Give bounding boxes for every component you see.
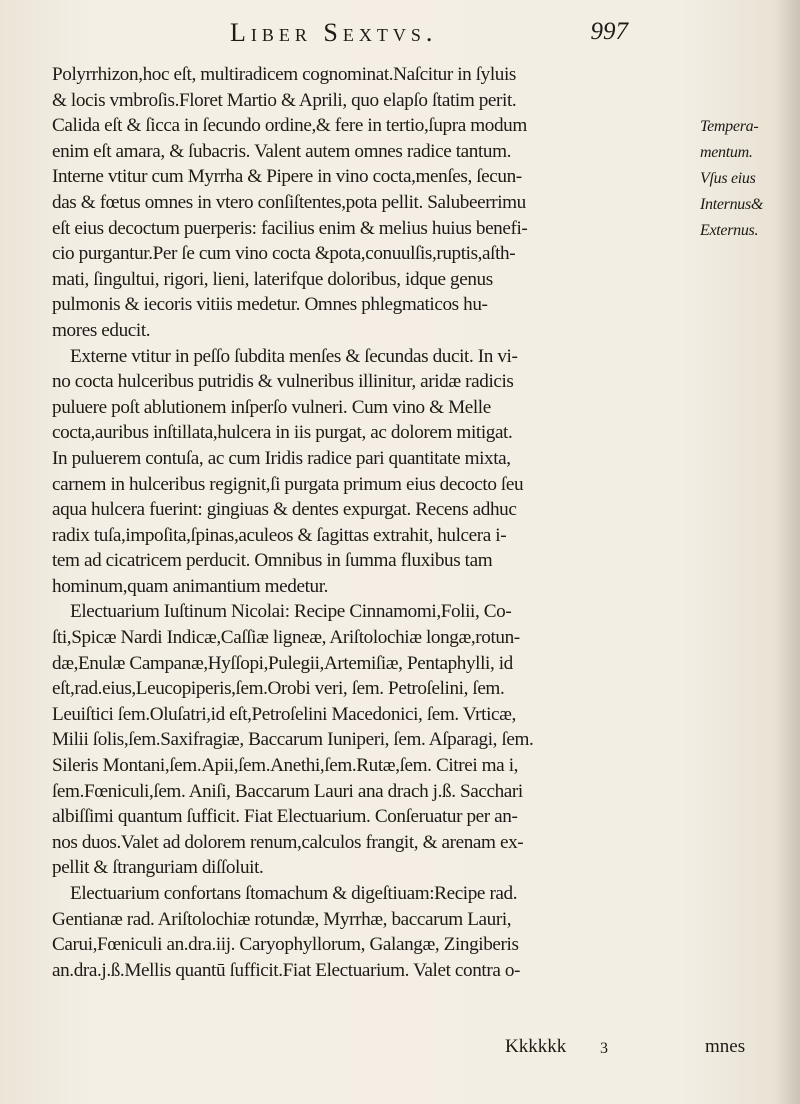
text-line: radix tuſa,impoſita,ſpinas,aculeos & ſagittas extrahit, hulcera i- [52, 524, 507, 546]
text-line: eſt eius decoctum puerperis: facilius enim & melius huius benefi- [52, 217, 528, 239]
text-line: hominum,quam animantium medetur. [52, 575, 329, 597]
text-line: Electuarium confortans ſtomachum & digeſtiuam:Recipe rad. [70, 883, 518, 904]
text-line: enim eſt amara, & ſubacris. Valent autem omnes radice tantum. [52, 140, 512, 162]
text-line: eſt,rad.eius,Leucopiperis,ſem.Orobi veri, ſem. Petroſelini, ſem. [52, 678, 505, 700]
text-line: Calida eſt & ſicca in ſecundo ordine,& fere in tertio,ſupra modum [52, 115, 527, 137]
text-line: Polyrrhizon,hoc eſt, multiradicem cognominat.Naſcitur in ſyluis [52, 64, 516, 85]
text-line: no cocta hulceribus putridis & vulneribus illinitur, aridæ radicis [52, 371, 514, 393]
text-line: & locis vmbroſis.Floret Martio & Aprili, quo elapſo ſtatim perit. [52, 89, 517, 111]
text-line: ſem.Fœniculi,ſem. Aniſi, Baccarum Lauri ana drach j.ß. Sacchari [52, 780, 523, 802]
text-line: an.dra.j.ß.Mellis quantū ſufficit.Fiat Electuarium. Valet contra o- [52, 959, 521, 981]
binding-shadow [774, 0, 800, 1104]
text-line: mores educit. [52, 319, 151, 341]
text-line: nos duos.Valet ad dolorem renum,calculos frangit, & arenam ex- [52, 831, 524, 853]
text-line: Externe vtitur in peſſo ſubdita menſes & ſecundas ducit. In vi- [70, 345, 518, 367]
signature-number: 3 [600, 1040, 608, 1057]
text-line: dæ,Enulæ Campanæ,Hyſſopi,Pulegii,Artemiſiæ, Pentaphylli, id [52, 652, 513, 674]
text-line: Milii ſolis,ſem.Saxifragiæ, Baccarum Iuniperi, ſem. Aſparagi, ſem. [52, 729, 534, 751]
margin-note: Externus. [700, 222, 759, 239]
catchword: mnes [705, 1036, 746, 1057]
text-line: albiſſimi quantum ſufficit. Fiat Electuarium. Conſeruatur per an- [52, 806, 518, 828]
text-line: carnem in hulceribus regignit,ſi purgata primum eius decocto ſeu [52, 473, 524, 495]
signature-mark: Kkkkkk [505, 1036, 567, 1057]
running-head-title: Liber Sextvs. [230, 18, 438, 47]
text-line: mati, ſingultui, rigori, lieni, laterifque doloribus, idque genus [52, 268, 493, 290]
text-line: puluere poſt ablutionem inſperſo vulneri. Cum vino & Melle [52, 396, 491, 418]
text-line: Interne vtitur cum Myrrha & Pipere in vino cocta,menſes, ſecun- [52, 166, 522, 188]
text-line: pellit & ſtranguriam diſſoluit. [52, 857, 264, 879]
running-head [230, 14, 650, 64]
margin-note: mentum. [700, 144, 753, 161]
text-line: Gentianæ rad. Ariſtolochiæ rotundæ, Myrrhæ, baccarum Lauri, [52, 908, 512, 930]
margin-note: Vſus eius [700, 170, 756, 187]
page-number: 997 [590, 18, 628, 45]
text-line: ſti,Spicæ Nardi Indicæ,Caſſiæ ligneæ, Ariſtolochiæ longæ,rotun- [52, 627, 520, 649]
text-line: Carui,Fœniculi an.dra.iij. Caryophyllorum, Galangæ, Zingiberis [52, 934, 519, 956]
text-line: In puluerem contuſa, ac cum Iridis radice pari quantitate mixta, [52, 447, 511, 469]
text-line: cocta,auribus inſtillata,hulcera in iis purgat, ac dolorem mitigat. [52, 422, 513, 444]
margin-note: Internus& [700, 196, 764, 213]
text-line: Sileris Montani,ſem.Apii,ſem.Anethi,ſem.Rutæ,ſem. Citrei ma i, [52, 755, 519, 777]
main-text-block [52, 62, 697, 983]
margin-note: Tempera- [700, 118, 759, 135]
text-line: tem ad cicatricem perducit. Omnibus in ſumma fluxibus tam [52, 550, 493, 572]
text-line: pulmonis & iecoris vitiis medetur. Omnes phlegmaticos hu- [52, 294, 488, 316]
text-line: das & fœtus omnes in vtero conſiſtentes,pota pellit. Salubeerrimu [52, 191, 526, 213]
text-line: cio purgantur.Per ſe cum vino cocta &pota,conuulſis,ruptis,aſth- [52, 243, 516, 265]
text-line: Electuarium Iuſtinum Nicolai: Recipe Cinnamomi,Folii, Co- [70, 601, 512, 623]
text-line: Leuiſtici ſem.Oluſatri,id eſt,Petroſelini Macedonici, ſem. Vrticæ, [52, 703, 516, 725]
text-line: aqua hulcera fuerint: gingiuas & dentes expurgat. Recens adhuc [52, 499, 517, 521]
